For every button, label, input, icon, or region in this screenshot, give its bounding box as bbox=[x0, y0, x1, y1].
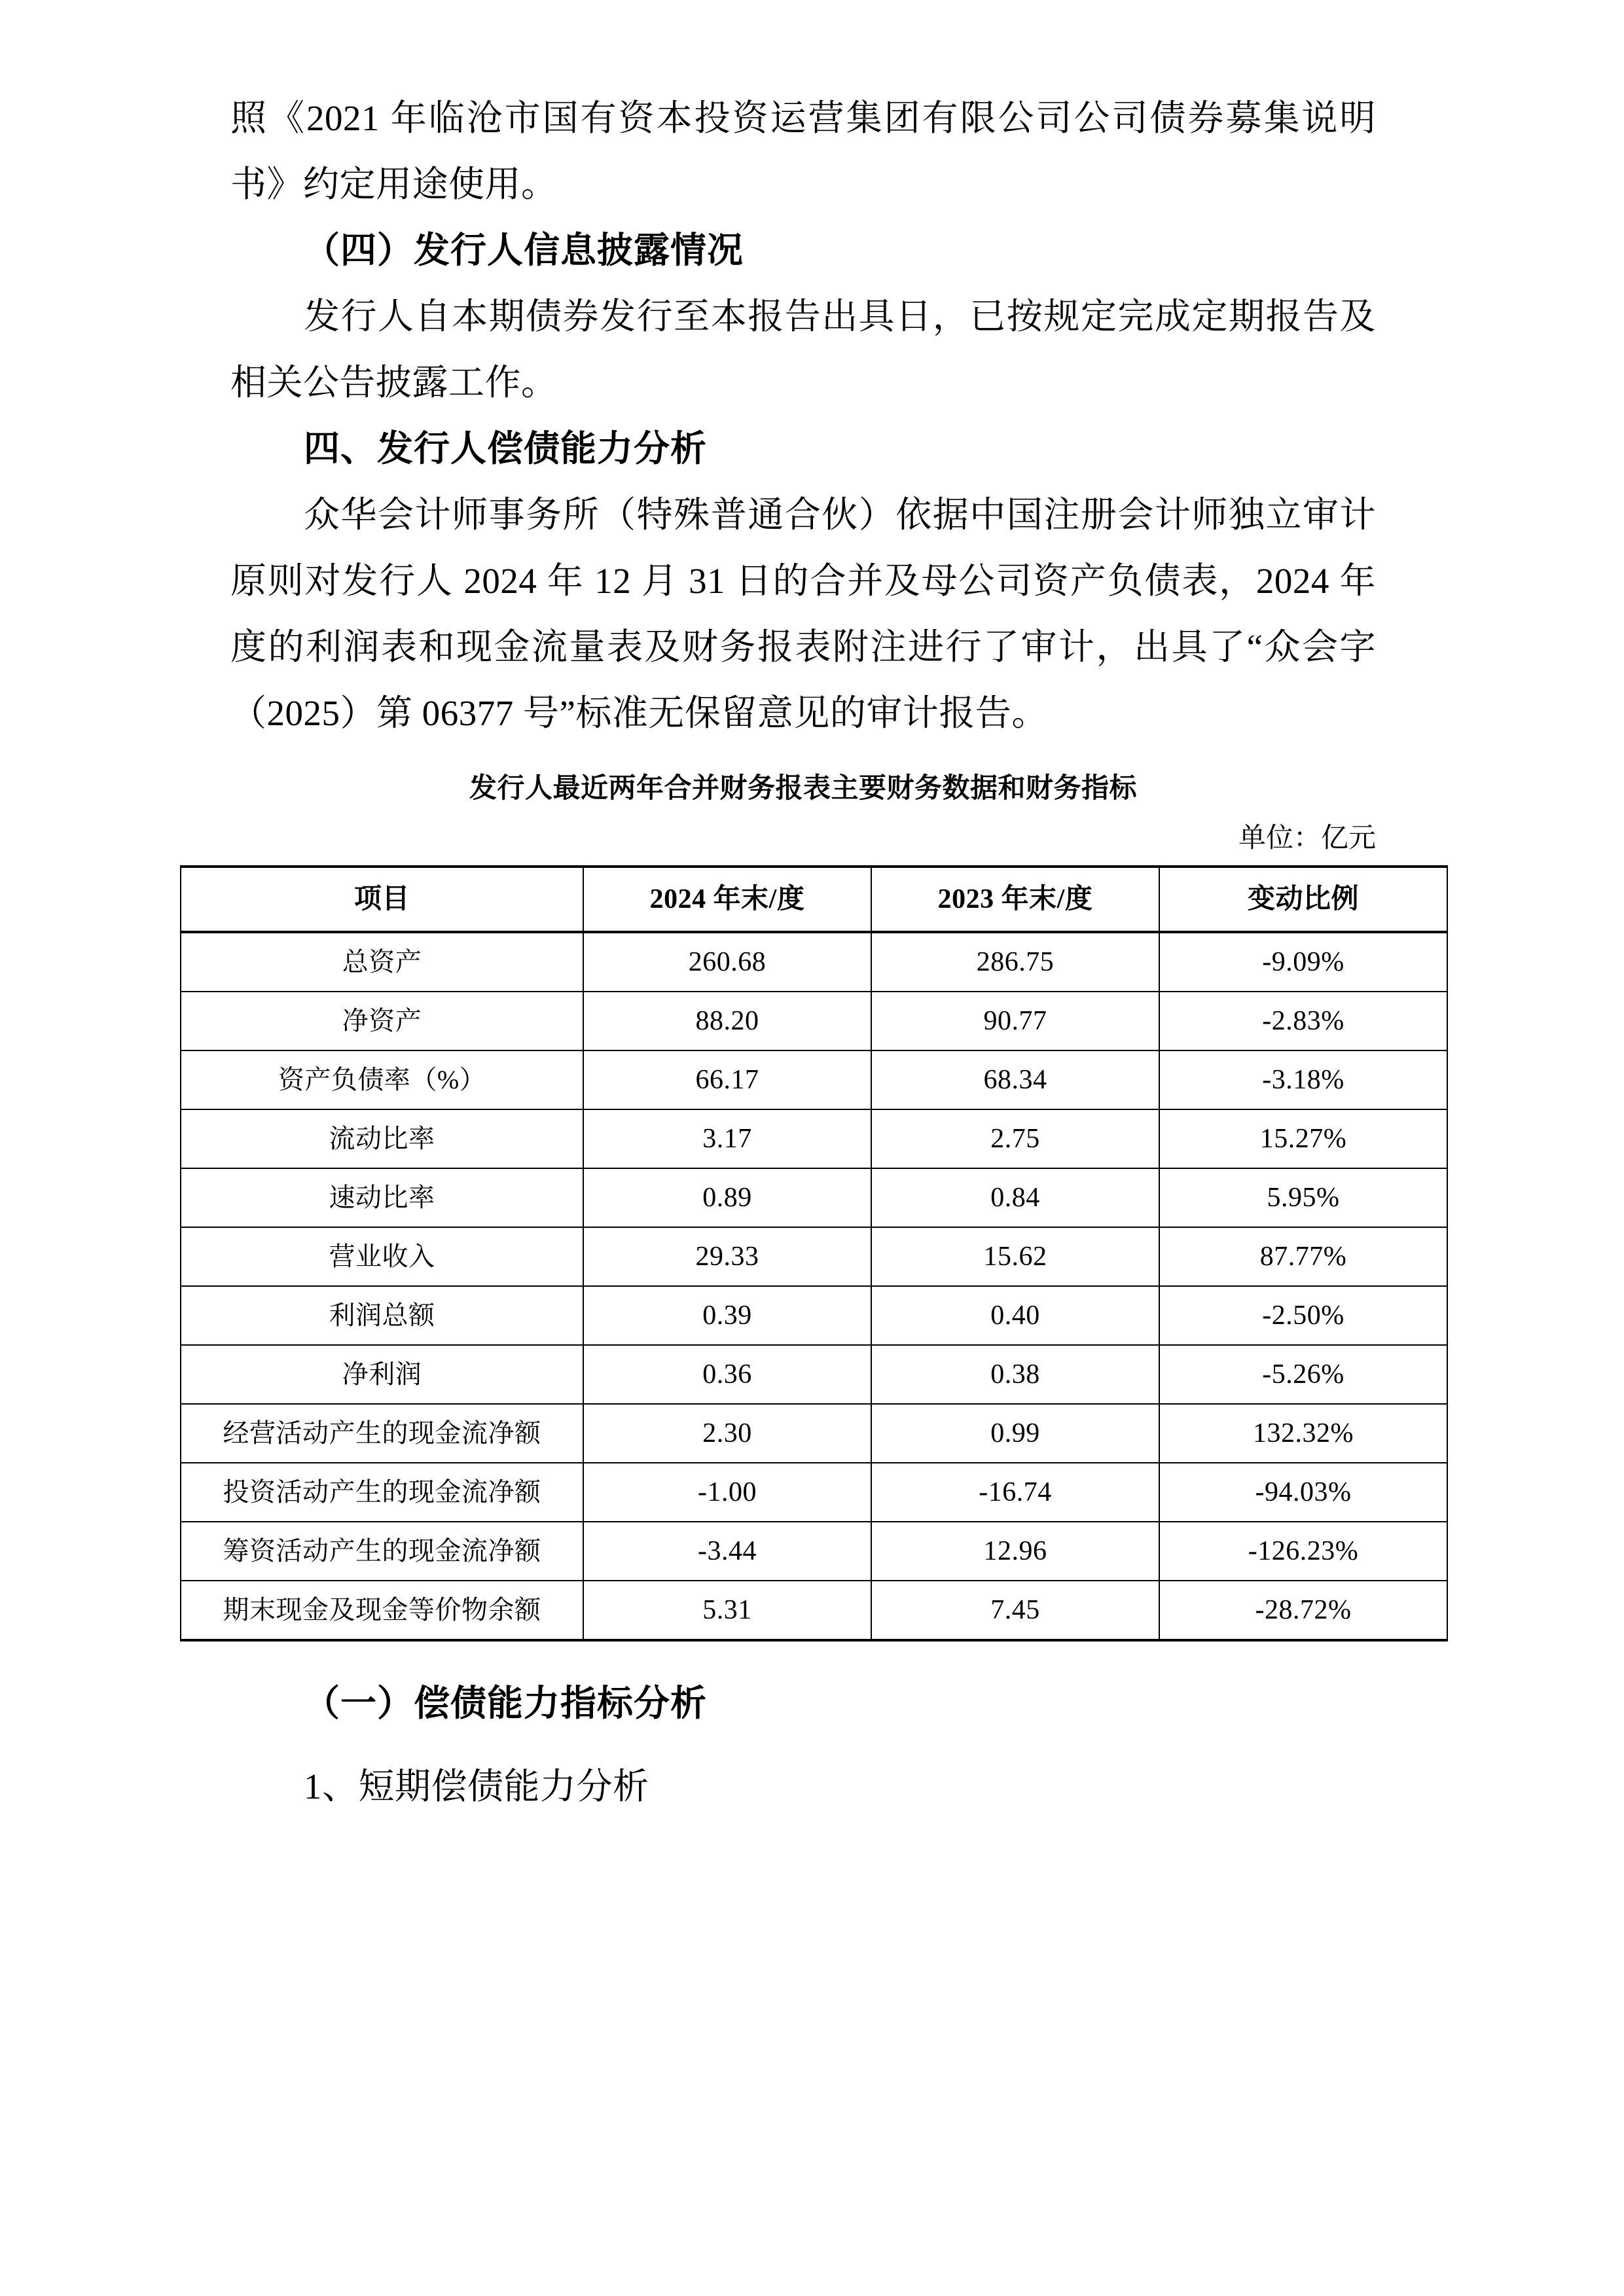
paragraph-bond-prospectus-usage: 照《2021 年临沧市国有资本投资运营集团有限公司公司债券募集说明书》约定用途使用。 bbox=[230, 98, 1376, 204]
cell-change: -3.18% bbox=[1159, 1050, 1447, 1109]
cell-2023: 2.75 bbox=[871, 1109, 1159, 1168]
cell-2023: 0.99 bbox=[871, 1404, 1159, 1463]
cell-change: 87.77% bbox=[1159, 1227, 1447, 1286]
cell-2024: -1.00 bbox=[583, 1463, 871, 1522]
cell-2023: 0.84 bbox=[871, 1168, 1159, 1227]
column-header-2023: 2023 年末/度 bbox=[871, 867, 1159, 932]
cell-change: -94.03% bbox=[1159, 1463, 1447, 1522]
cell-2023: 12.96 bbox=[871, 1522, 1159, 1581]
table-header-row bbox=[181, 867, 1447, 932]
table-unit-label: 单位：亿元 bbox=[1238, 823, 1376, 853]
cell-change: 5.95% bbox=[1159, 1168, 1447, 1227]
table-row bbox=[181, 1286, 1447, 1345]
spacer-between-headings bbox=[230, 1736, 1376, 1753]
cell-2023: 68.34 bbox=[871, 1050, 1159, 1109]
table-row bbox=[181, 1109, 1447, 1168]
cell-change: -28.72% bbox=[1159, 1581, 1447, 1640]
paragraph-periodic-report-disclosure: 发行人自本期债券发行至本报告出具日，已按规定完成定期报告及相关公告披露工作。 bbox=[230, 296, 1376, 403]
cell-item: 速动比率 bbox=[181, 1168, 583, 1227]
table-row bbox=[181, 1522, 1447, 1581]
column-header-item: 项目 bbox=[181, 867, 583, 932]
cell-change: -2.50% bbox=[1159, 1286, 1447, 1345]
table-row bbox=[181, 1050, 1447, 1109]
cell-item: 经营活动产生的现金流净额 bbox=[181, 1404, 583, 1463]
table-row bbox=[181, 1227, 1447, 1286]
cell-item: 净资产 bbox=[181, 992, 583, 1050]
cell-change: -126.23% bbox=[1159, 1522, 1447, 1581]
cell-item: 营业收入 bbox=[181, 1227, 583, 1286]
heading-issuer-information-disclosure: （四）发行人信息披露情况 bbox=[304, 230, 744, 270]
cell-2023: 286.75 bbox=[871, 932, 1159, 992]
cell-2024: 66.17 bbox=[583, 1050, 871, 1109]
spacer-after-table bbox=[230, 1641, 1376, 1670]
table-caption: 发行人最近两年合并财务报表主要财务数据和财务指标 bbox=[469, 774, 1137, 804]
cell-2023: 7.45 bbox=[871, 1581, 1159, 1640]
cell-2024: 2.30 bbox=[583, 1404, 871, 1463]
cell-change: -2.83% bbox=[1159, 992, 1447, 1050]
cell-change: 15.27% bbox=[1159, 1109, 1447, 1168]
heading-solvency-indicator-analysis: （一）偿债能力指标分析 bbox=[304, 1683, 708, 1723]
cell-2024: 5.31 bbox=[583, 1581, 871, 1640]
cell-2024: 88.20 bbox=[583, 992, 871, 1050]
cell-2024: 29.33 bbox=[583, 1227, 871, 1286]
cell-item: 总资产 bbox=[181, 932, 583, 992]
cell-change: 132.32% bbox=[1159, 1404, 1447, 1463]
cell-2024: 3.17 bbox=[583, 1109, 871, 1168]
cell-2023: 0.40 bbox=[871, 1286, 1159, 1345]
cell-2024: 0.36 bbox=[583, 1345, 871, 1404]
cell-2024: 260.68 bbox=[583, 932, 871, 992]
cell-2023: -16.74 bbox=[871, 1463, 1159, 1522]
table-row bbox=[181, 992, 1447, 1050]
cell-change: -9.09% bbox=[1159, 932, 1447, 992]
table-row bbox=[181, 1463, 1447, 1522]
cell-2023: 90.77 bbox=[871, 992, 1159, 1050]
cell-item: 期末现金及现金等价物余额 bbox=[181, 1581, 583, 1640]
cell-item: 筹资活动产生的现金流净额 bbox=[181, 1522, 583, 1581]
cell-change: -5.26% bbox=[1159, 1345, 1447, 1404]
table-row bbox=[181, 1168, 1447, 1227]
heading-section-four-solvency-analysis: 四、发行人偿债能力分析 bbox=[304, 429, 708, 469]
column-header-2024: 2024 年末/度 bbox=[583, 867, 871, 932]
column-header-change-ratio: 变动比例 bbox=[1159, 867, 1447, 932]
table-row bbox=[181, 932, 1447, 992]
paragraph-audit-report: 众华会计师事务所（特殊普通合伙）依据中国注册会计师独立审计原则对发行人 2024 年 12 月 31 日的合并及母公司资产负债表，2024 年度的利润表和现金流量表及财务报表附注进行了审计，出具了“众会字（2025）第 06377 号”标准无保留意见的审计报告。 bbox=[230, 495, 1376, 733]
table-row bbox=[181, 1581, 1447, 1640]
page-content bbox=[223, 85, 1376, 1820]
financial-summary-table bbox=[180, 865, 1448, 1641]
cell-item: 利润总额 bbox=[181, 1286, 583, 1345]
cell-item: 投资活动产生的现金流净额 bbox=[181, 1463, 583, 1522]
cell-item: 资产负债率（%） bbox=[181, 1050, 583, 1109]
cell-2023: 15.62 bbox=[871, 1227, 1159, 1286]
spacer-before-table-title bbox=[230, 746, 1376, 763]
table-row bbox=[181, 1404, 1447, 1463]
cell-2023: 0.38 bbox=[871, 1345, 1159, 1404]
cell-item: 净利润 bbox=[181, 1345, 583, 1404]
cell-item: 流动比率 bbox=[181, 1109, 583, 1168]
cell-2024: -3.44 bbox=[583, 1522, 871, 1581]
heading-short-term-solvency-analysis: 1、短期偿债能力分析 bbox=[304, 1767, 649, 1806]
cell-2024: 0.89 bbox=[583, 1168, 871, 1227]
cell-2024: 0.39 bbox=[583, 1286, 871, 1345]
table-row bbox=[181, 1345, 1447, 1404]
